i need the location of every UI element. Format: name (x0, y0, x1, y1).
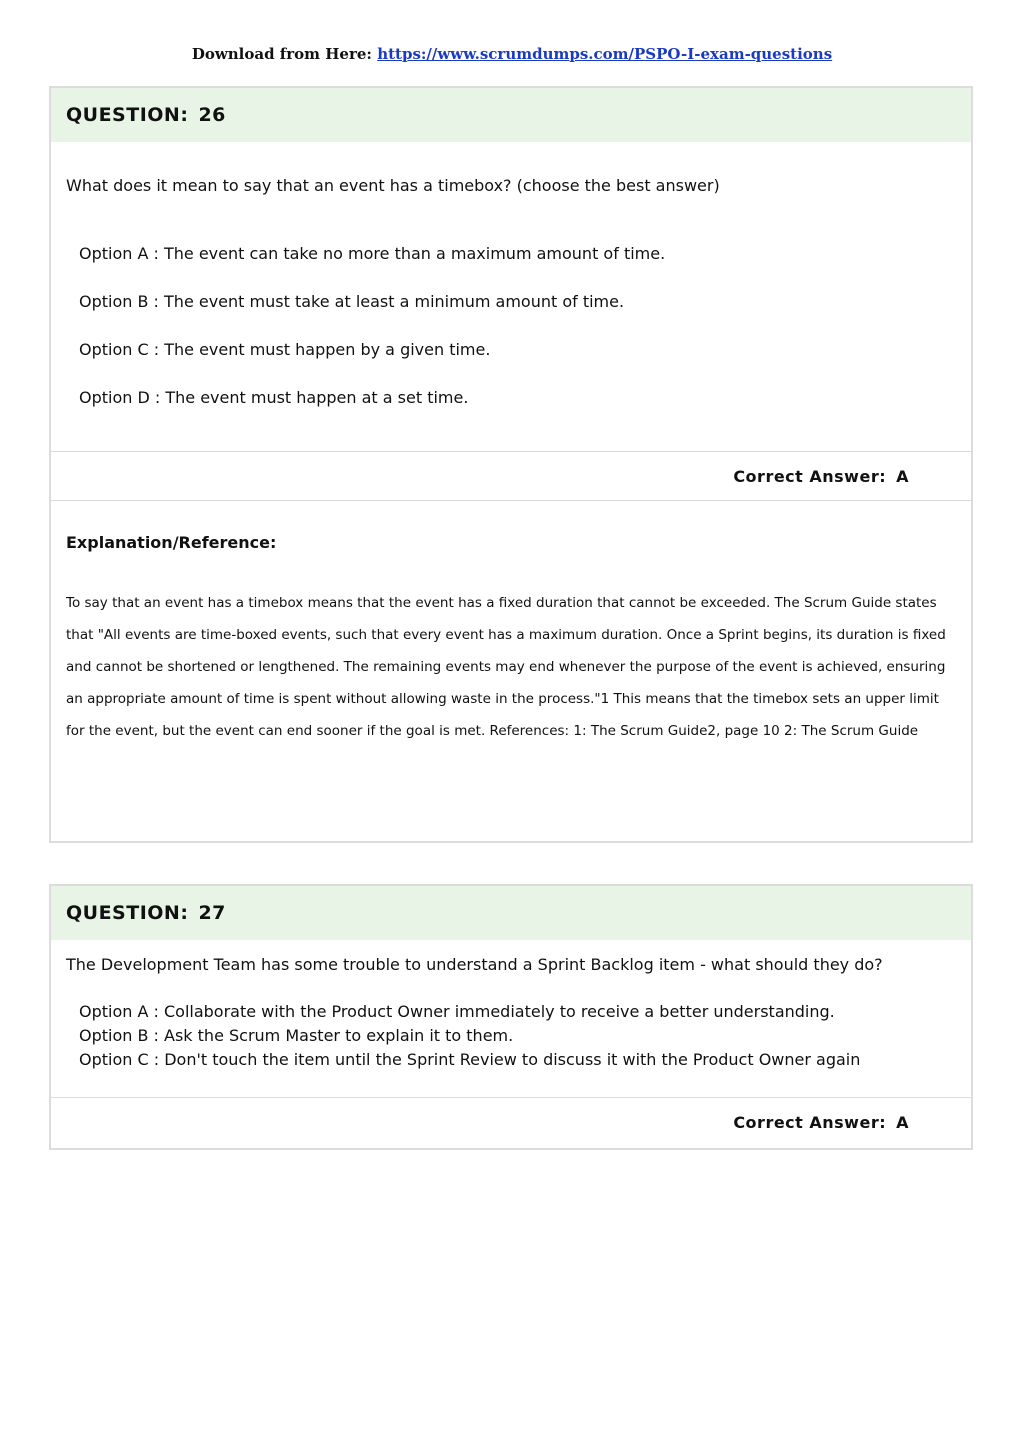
correct-answer-value: A (896, 466, 909, 486)
download-link[interactable]: https://www.scrumdumps.com/PSPO-I-exam-questions (377, 45, 833, 63)
option-d: Option D : The event must happen at a set time. (79, 388, 469, 407)
option-b: Option B : The event must take at least a minimum amount of time. (79, 292, 625, 311)
explanation-title: Explanation/Reference: (66, 533, 277, 552)
question-card-26 (49, 86, 973, 843)
option-a: Option A : Collaborate with the Product Owner immediately to receive a better understanding. (79, 1002, 835, 1021)
option-c: Option C : The event must happen by a given time. (79, 340, 491, 359)
download-prefix: Download from Here: (191, 45, 372, 63)
question-header (51, 88, 971, 142)
correct-answer-value: A (896, 1113, 909, 1132)
question-label: QUESTION: (66, 902, 189, 924)
question-number: 27 (198, 902, 226, 924)
correct-answer-row (51, 1097, 971, 1147)
option-b: Option B : Ask the Scrum Master to explain it to them. (79, 1026, 514, 1045)
question-card-27 (49, 884, 973, 1150)
question-header (51, 886, 971, 940)
correct-answer-label: Correct Answer: (733, 1113, 887, 1132)
explanation-body: To say that an event has a timebox means that the event has a fixed duration that cannot be exceeded. The Scrum Guide states that "All events are time-boxed events, such that every event has a maximum duration. Once a Sprint begins, its duration is fixed and cannot be shortened or lengthened. The remaining events may end whenever the purpose of the event is achieved, ensuring an appropriate amount of time is spent without allowing waste in the process."1 This means that the timebox sets an upper limit for the event, but the event can end sooner if the goal is met. References: 1: The Scrum Guide2, page 10 2: The Scrum Guide (66, 595, 946, 739)
correct-answer-label: Correct Answer: (733, 466, 887, 486)
correct-answer-row (51, 451, 971, 501)
option-c: Option C : Don't touch the item until the Sprint Review to discuss it with the Product Owner again (79, 1050, 861, 1069)
question-number: 26 (198, 104, 226, 126)
question-text: What does it mean to say that an event has a timebox? (choose the best answer) (66, 176, 720, 195)
question-text: The Development Team has some trouble to understand a Sprint Backlog item - what should they do? (66, 955, 883, 974)
option-a: Option A : The event can take no more than a maximum amount of time. (79, 244, 666, 263)
question-label: QUESTION: (66, 104, 189, 126)
download-line (0, 45, 1024, 63)
